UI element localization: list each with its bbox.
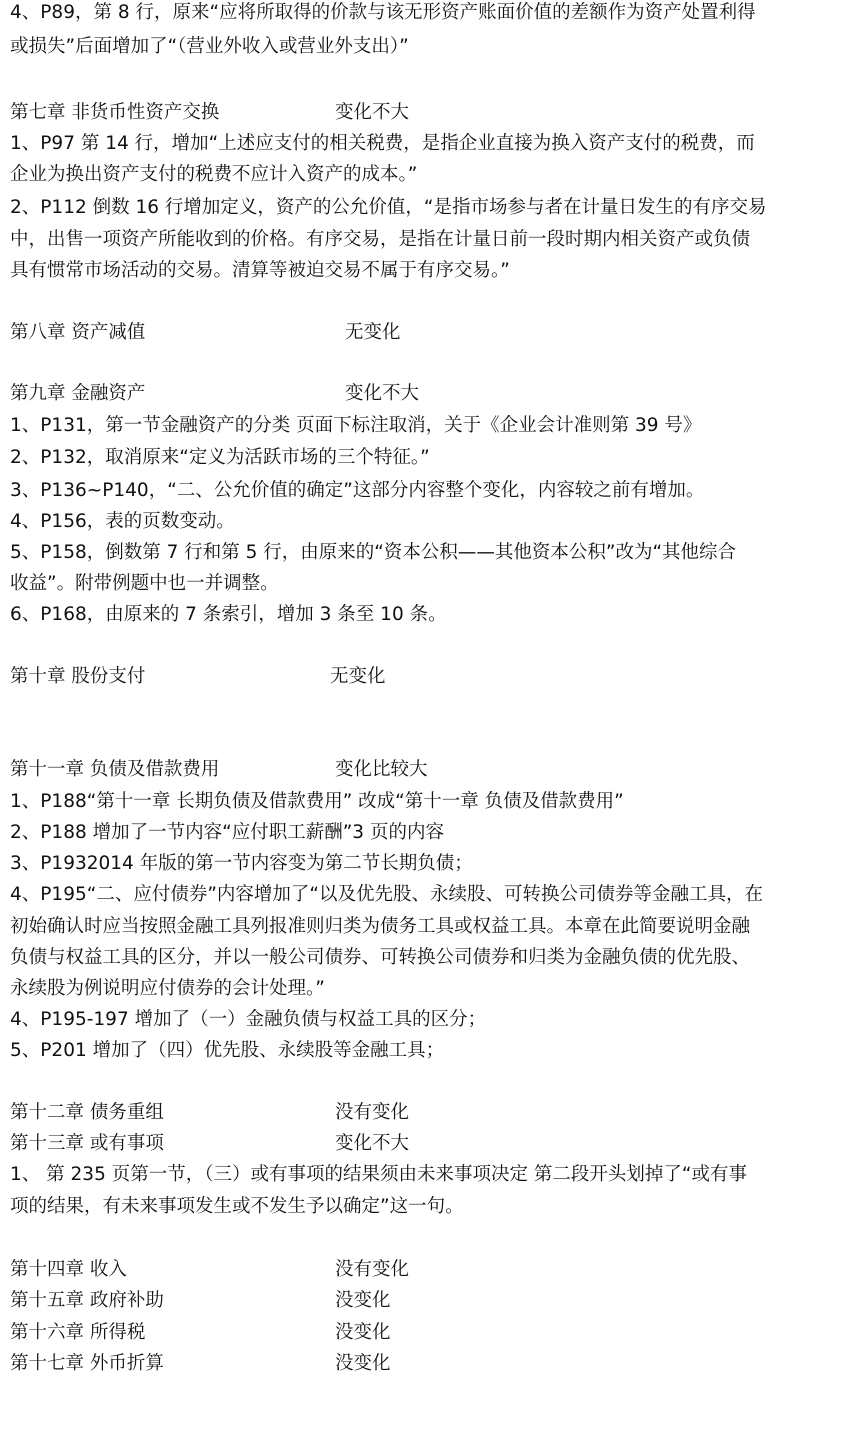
text-line: 5、P201 增加了（四）优先股、永续股等金融工具； bbox=[10, 1040, 445, 1061]
chapter-7-title: 第七章 非货币性资产交换 bbox=[10, 102, 220, 123]
chapter-10-title: 第十章 股份支付 bbox=[10, 666, 146, 687]
chapter-12-title: 第十二章 债务重组 bbox=[10, 1102, 164, 1123]
chapter-11-title: 第十一章 负债及借款费用 bbox=[10, 759, 220, 780]
text-line: 1、 第 235 页第一节，（三）或有事项的结果须由未来事项决定 第二段开头划掉了“或有事 bbox=[10, 1164, 747, 1185]
chapter-16-status: 没变化 bbox=[335, 1322, 391, 1343]
chapter-15-status: 没变化 bbox=[335, 1290, 391, 1311]
text-line: 永续股为例说明应付债券的会计处理。” bbox=[10, 978, 325, 999]
text-line: 5、P158，倒数第 7 行和第 5 行，由原来的“资本公积——其他资本公积”改为“其他综合 bbox=[10, 542, 737, 563]
chapter-8-status: 无变化 bbox=[345, 322, 401, 343]
text-line: 2、P188 增加了一节内容“应付职工薪酬”3 页的内容 bbox=[10, 822, 444, 843]
text-line: 2、P132，取消原来“定义为活跃市场的三个特征。” bbox=[10, 447, 430, 468]
chapter-16-title: 第十六章 所得税 bbox=[10, 1322, 146, 1343]
chapter-14-status: 没有变化 bbox=[335, 1259, 410, 1280]
chapter-13-status: 变化不大 bbox=[335, 1133, 410, 1154]
text-line: 企业为换出资产支付的税费不应计入资产的成本。” bbox=[10, 164, 418, 185]
text-line: 4、P156，表的页数变动。 bbox=[10, 511, 235, 532]
chapter-14-title: 第十四章 收入 bbox=[10, 1259, 127, 1280]
text-line: 4、P195“二、应付债券”内容增加了“以及优先股、永续股、可转换公司债券等金融工具，在 bbox=[10, 884, 763, 905]
chapter-8-title: 第八章 资产减值 bbox=[10, 322, 146, 343]
text-line: 负债与权益工具的区分，并以一般公司债券、可转换公司债券和归类为金融负债的优先股、 bbox=[10, 947, 751, 968]
text-line: 3、P136~P140，“二、公允价值的确定”这部分内容整个变化，内容较之前有增加。 bbox=[10, 480, 705, 501]
text-line: 项的结果，有未来事项发生或不发生予以确定”这一句。 bbox=[10, 1196, 464, 1217]
chapter-13-title: 第十三章 或有事项 bbox=[10, 1133, 164, 1154]
text-line: 1、P188“第十一章 长期负债及借款费用” 改成“第十一章 负债及借款费用” bbox=[10, 791, 624, 812]
chapter-10-status: 无变化 bbox=[330, 666, 386, 687]
text-line: 2、P112 倒数 16 行增加定义，资产的公允价值，“是指市场参与者在计量日发生的有序交易 bbox=[10, 197, 767, 218]
text-line: 收益”。附带例题中也一并调整。 bbox=[10, 573, 279, 594]
text-line: 4、P195-197 增加了（一）金融负债与权益工具的区分； bbox=[10, 1009, 487, 1030]
text-line: 初始确认时应当按照金融工具列报准则归类为债务工具或权益工具。本章在此简要说明金融 bbox=[10, 916, 751, 937]
chapter-17-status: 没变化 bbox=[335, 1353, 391, 1374]
text-line: 6、P168，由原来的 7 条索引，增加 3 条至 10 条。 bbox=[10, 604, 447, 625]
chapter-9-title: 第九章 金融资产 bbox=[10, 383, 146, 404]
chapter-7-status: 变化不大 bbox=[335, 102, 410, 123]
chapter-12-status: 没有变化 bbox=[335, 1102, 410, 1123]
chapter-15-title: 第十五章 政府补助 bbox=[10, 1290, 164, 1311]
text-line: 或损失”后面增加了“（营业外收入或营业外支出）” bbox=[10, 36, 409, 57]
text-line: 3、P1932014 年版的第一节内容变为第二节长期负债； bbox=[10, 853, 473, 874]
chapter-17-title: 第十七章 外币折算 bbox=[10, 1353, 164, 1374]
text-line: 1、P97 第 14 行，增加“上述应支付的相关税费，是指企业直接为换入资产支付的税费，而 bbox=[10, 133, 755, 154]
chapter-9-status: 变化不大 bbox=[345, 383, 420, 404]
text-line: 1、P131，第一节金融资产的分类 页面下标注取消，关于《企业会计准则第 39 号》 bbox=[10, 415, 702, 436]
text-line: 中，出售一项资产所能收到的价格。有序交易，是指在计量日前一段时期内相关资产或负债 bbox=[10, 229, 751, 250]
chapter-11-status: 变化比较大 bbox=[335, 759, 428, 780]
text-line: 4、P89，第 8 行，原来“应将所取得的价款与该无形资产账面价值的差额作为资产处置利得 bbox=[10, 2, 756, 23]
text-line: 具有惯常市场活动的交易。清算等被迫交易不属于有序交易。” bbox=[10, 260, 510, 281]
